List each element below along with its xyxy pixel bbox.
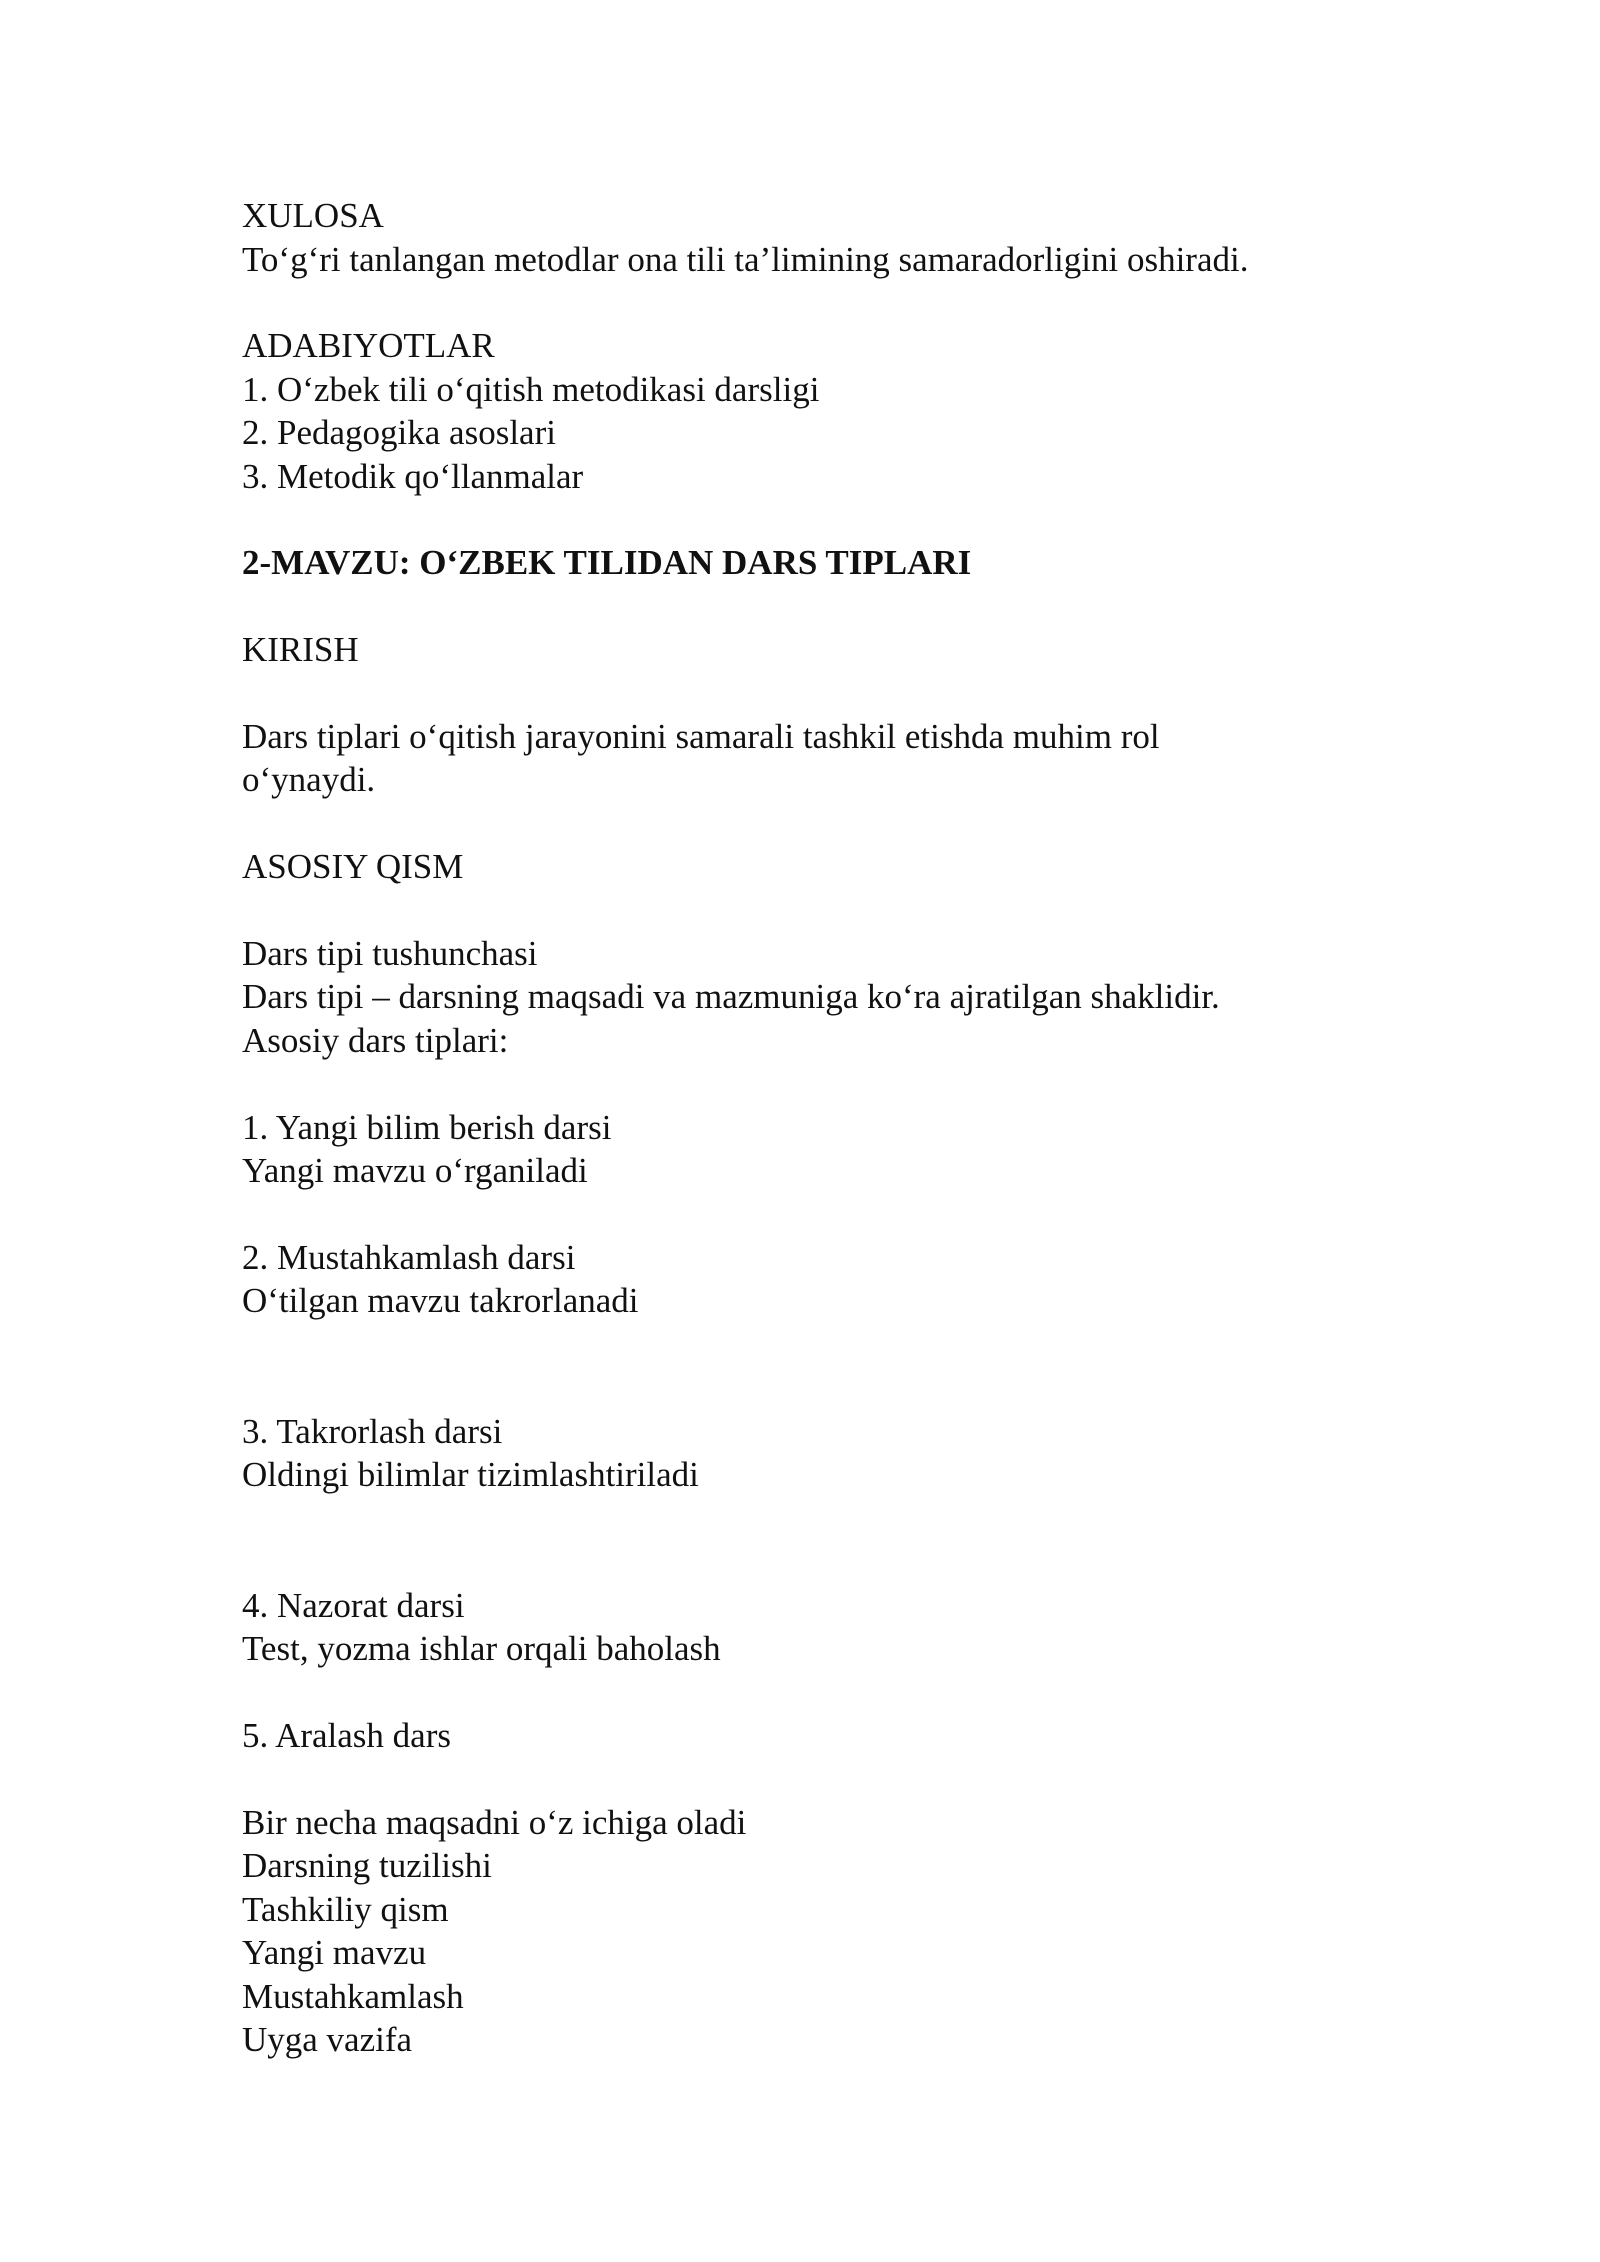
intro-text-line: o‘ynaydi. [242, 760, 376, 799]
lesson-type-title: 3. Takrorlash darsi [242, 1412, 503, 1451]
lesson-type-title: 5. Aralash dars [242, 1716, 451, 1755]
lesson-type-title: 2. Mustahkamlash darsi [242, 1238, 576, 1277]
concept-text: Dars tipi – darsning maqsadi va mazmuniga ko‘ra ajratilgan shaklidir. [242, 977, 1220, 1016]
lesson-type-desc: Test, yozma ishlar orqali baholash [242, 1629, 721, 1668]
structure-item: Uyga vazifa [242, 2020, 413, 2059]
reference-item: 2. Pedagogika asoslari [242, 413, 556, 452]
structure-title: Darsning tuzilishi [242, 1846, 492, 1885]
concept-title: Dars tipi tushunchasi [242, 934, 538, 973]
structure-item: Tashkiliy qism [242, 1890, 449, 1929]
conclusion-text: To‘g‘ri tanlangan metodlar ona tili ta’limining samaradorligini oshiradi. [242, 240, 1249, 279]
lesson-type-desc: Oldingi bilimlar tizimlashtiriladi [242, 1455, 699, 1494]
intro-heading: KIRISH [242, 630, 359, 669]
intro-text-line: Dars tiplari o‘qitish jarayonini samarali tashkil etishda muhim rol [242, 717, 1160, 756]
lesson-type-title: 4. Nazorat darsi [242, 1586, 465, 1625]
reference-item: 1. O‘zbek tili o‘qitish metodikasi darsligi [242, 370, 820, 409]
topic-title: 2-MAVZU: O‘ZBEK TILIDAN DARS TIPLARI [242, 543, 972, 582]
main-part-heading: ASOSIY QISM [242, 847, 464, 886]
reference-item: 3. Metodik qo‘llanmalar [242, 457, 584, 496]
lesson-type-desc: Bir necha maqsadni o‘z ichiga oladi [242, 1803, 747, 1842]
lesson-type-title: 1. Yangi bilim berish darsi [242, 1108, 612, 1147]
conclusion-heading: XULOSA [242, 196, 384, 235]
lesson-type-desc: O‘tilgan mavzu takrorlanadi [242, 1281, 639, 1320]
references-heading: ADABIYOTLAR [242, 326, 495, 365]
types-intro: Asosiy dars tiplari: [242, 1021, 509, 1060]
structure-item: Yangi mavzu [242, 1933, 427, 1972]
lesson-type-desc: Yangi mavzu o‘rganiladi [242, 1151, 588, 1190]
structure-item: Mustahkamlash [242, 1977, 464, 2016]
